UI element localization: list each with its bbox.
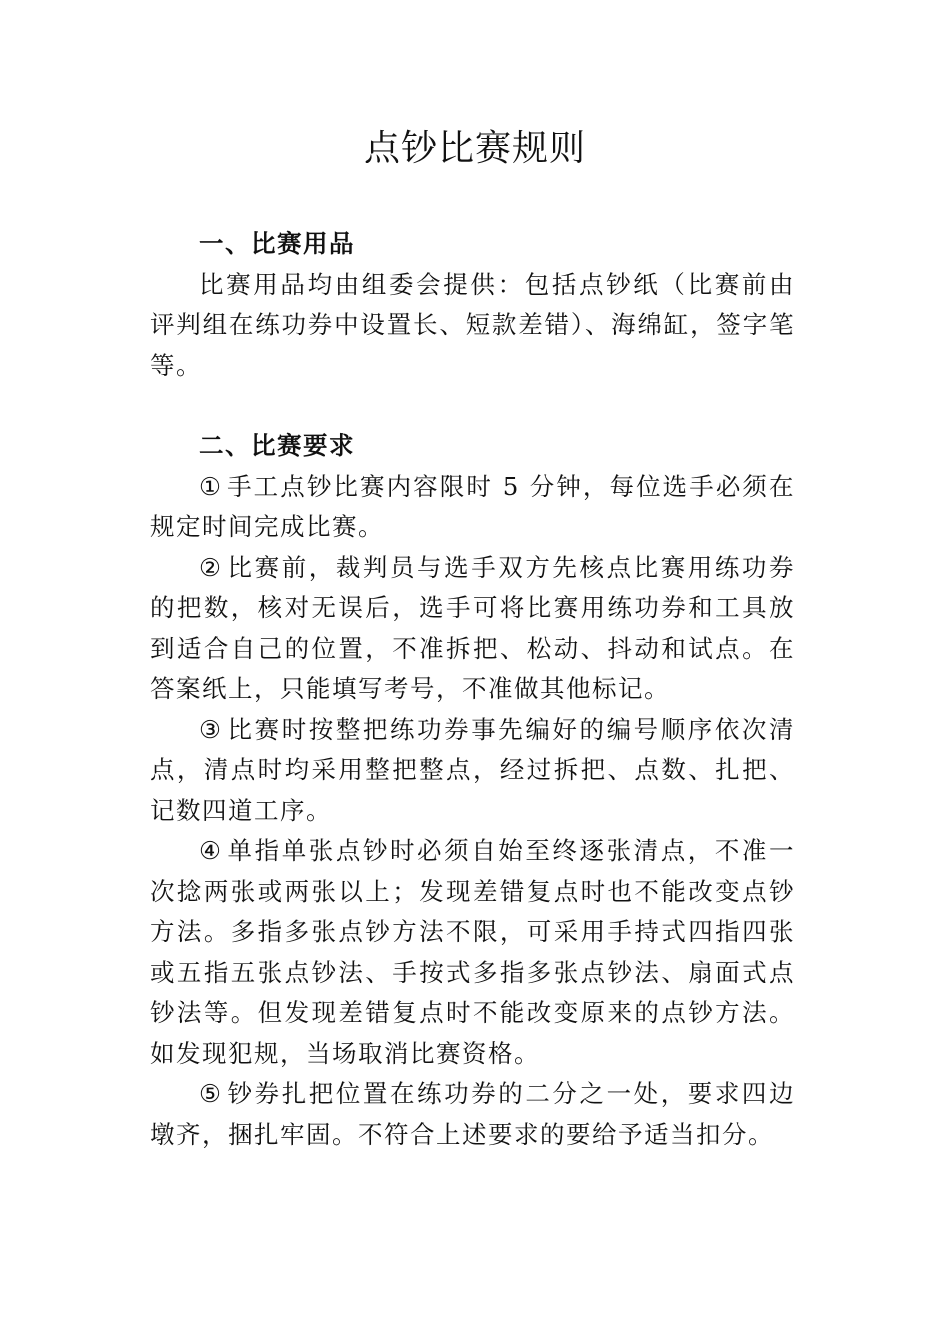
requirement-number: ③	[199, 714, 224, 744]
requirement-number: ②	[199, 552, 224, 582]
section-heading-requirements: 二、比赛要求	[199, 431, 355, 460]
requirement-text: 比赛时按整把练功券事先编好的编号顺序依次清点，清点时均采用整把整点，经过拆把、点数、扎把、记数四道工序。	[150, 714, 796, 825]
requirement-item-4	[150, 831, 795, 1074]
section-spacer	[150, 386, 795, 426]
requirement-text: 钞券扎把位置在练功券的二分之一处，要求四边墩齐，捆扎牢固。不符合上述要求的要给予适当扣分。	[150, 1079, 796, 1149]
requirement-number: ①	[199, 471, 224, 501]
document-body	[150, 224, 795, 1155]
requirement-text: 比赛前，裁判员与选手双方先核点比赛用练功券的把数，核对无误后，选手可将比赛用练功券和工具放到适合自己的位置，不准拆把、松动、抖动和试点。在答案纸上，只能填写考号，不准做其他标记。	[150, 552, 796, 703]
requirement-number: ④	[199, 836, 224, 865]
requirement-item-1	[150, 467, 795, 548]
requirement-item-3	[150, 710, 795, 832]
requirement-text: 单指单张点钞时必须自始至终逐张清点，不准一次捻两张或两张以上；发现差错复点时也不能改变点钞方法。多指多张点钞方法不限，可采用手持式四指四张或五指五张点钞法、手按式多指多张点钞法、扇面式点钞法等。但发现差错复点时不能改变原来的点钞方法。如发现犯规，当场取消比赛资格。	[150, 836, 796, 1068]
requirement-item-2	[150, 548, 795, 710]
requirement-number: ⑤	[199, 1079, 224, 1108]
supplies-paragraph: 比赛用品均由组委会提供：包括点钞纸（比赛前由评判组在练功券中设置长、短款差错）、海绵缸，签字笔等。	[150, 269, 795, 380]
page-title: 点钞比赛规则	[363, 128, 586, 169]
requirement-text: 手工点钞比赛内容限时 5 分钟，每位选手必须在规定时间完成比赛。	[150, 471, 795, 541]
requirement-item-5	[150, 1074, 795, 1155]
section-heading-supplies: 一、比赛用品	[199, 229, 355, 258]
